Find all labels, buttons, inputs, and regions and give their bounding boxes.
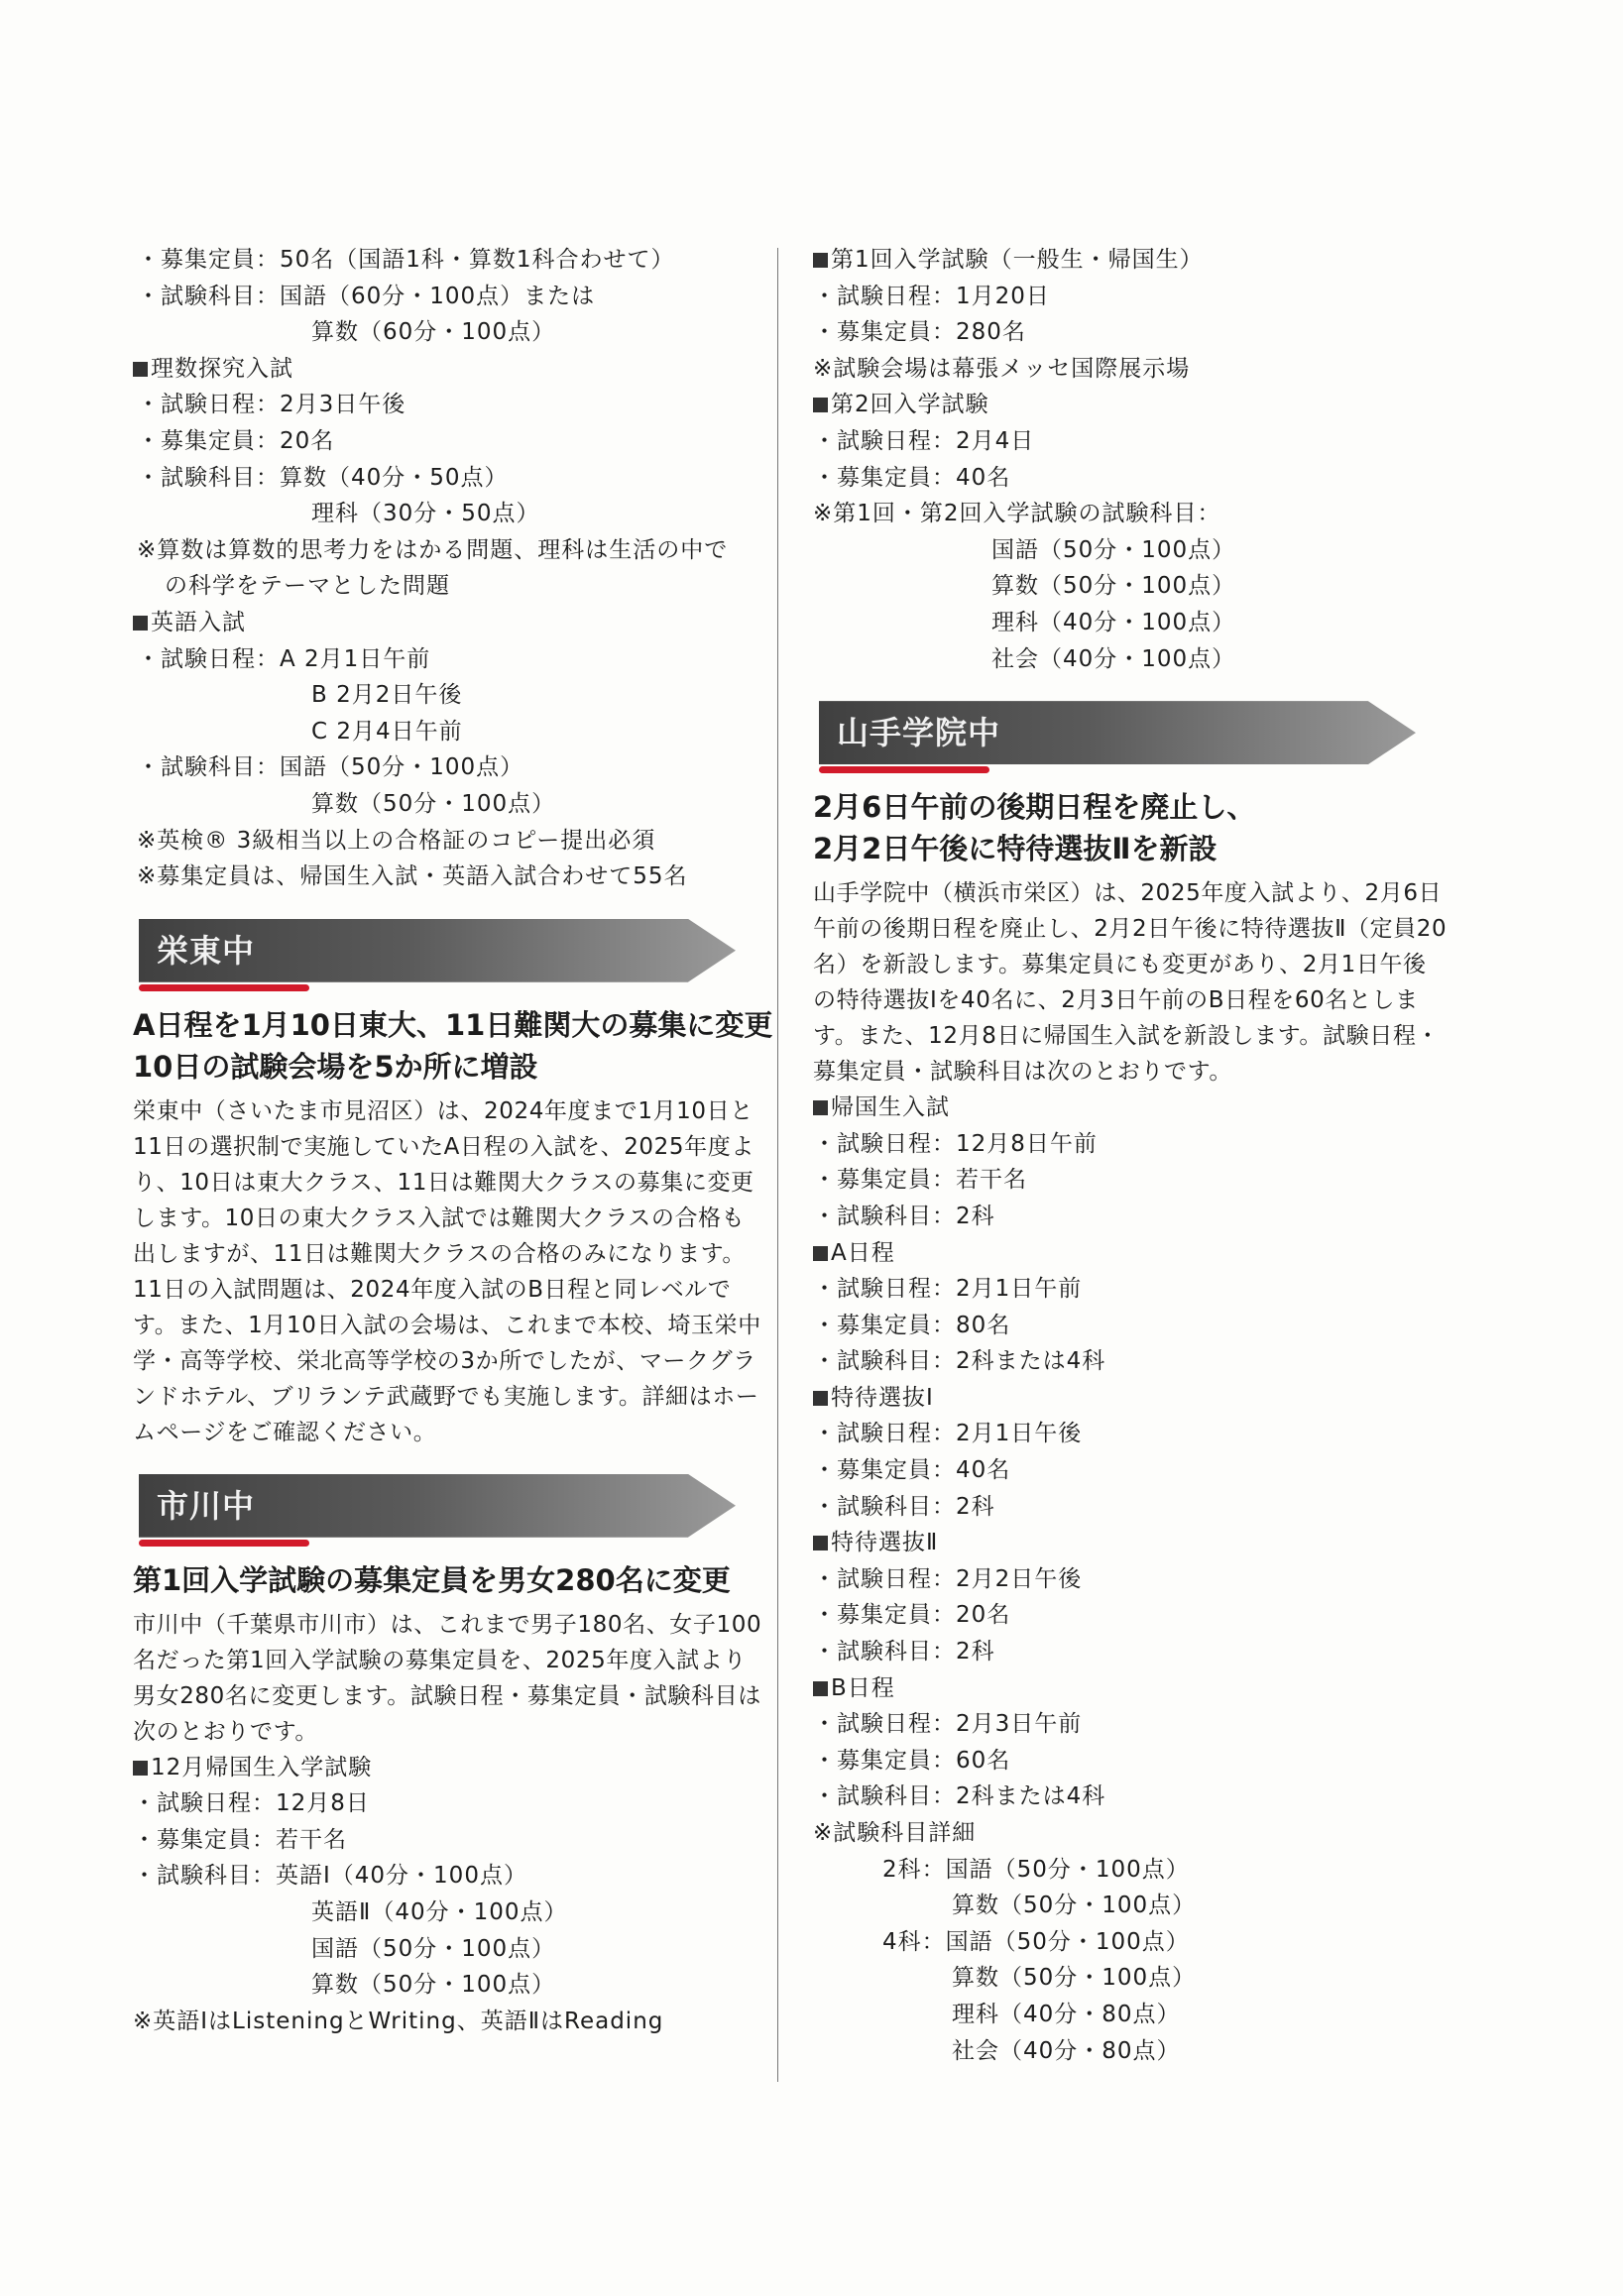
- square-bullet-icon: [813, 1391, 828, 1406]
- info-line: ・募集定員：280名: [813, 319, 1026, 346]
- info-line: ・募集定員：20名: [813, 1602, 1011, 1629]
- banner-underline: [139, 984, 309, 991]
- info-line: ・募集定員：20名: [137, 427, 335, 454]
- info-line: ・募集定員：80名: [813, 1312, 1011, 1338]
- intro-line: ・募集定員：50名（国語1科・算数1科合わせて）: [137, 247, 675, 273]
- section-heading: 帰国生入試: [813, 1090, 1448, 1126]
- subject-line: 算数（50分・100点）: [991, 573, 1236, 600]
- right-column: [813, 242, 1448, 2069]
- article-body: 市川中（千葉県市川市）は、これまで男子180名、女子100名だった第1回入学試験の募集定員を、2025年度入試より男女280名に変更します。試験日程・募集定員・試験科目は次のとおりです。: [133, 1611, 762, 1745]
- info-line: ・試験科目：2科または4科: [813, 1783, 1106, 1810]
- info-line: ・募集定員：60名: [813, 1747, 1011, 1774]
- section-heading: 12月帰国生入学試験: [133, 1750, 767, 1786]
- square-bullet-icon: [813, 1536, 828, 1550]
- info-line: 算数（50分・100点）: [311, 790, 556, 817]
- subject-line: 社会（40分・100点）: [991, 645, 1236, 672]
- article-headline: A日程を1月10日東大、11日難関大の募集に変更 10日の試験会場を5か所に増設: [133, 1007, 773, 1084]
- info-line: ・募集定員：40名: [813, 464, 1011, 491]
- info-line: ・試験科目：2科: [813, 1493, 995, 1520]
- info-line: ・試験科目：英語Ⅰ（40分・100点）: [133, 1863, 527, 1890]
- note-line: ※試験科目詳細: [813, 1820, 977, 1846]
- info-line: ・試験日程：12月8日午前: [813, 1130, 1098, 1157]
- square-bullet-icon: [813, 1681, 828, 1696]
- info-line: ・試験日程：2月2日午後: [813, 1565, 1083, 1592]
- info-line: ・募集定員：40名: [813, 1457, 1011, 1484]
- column-divider: [777, 248, 778, 2082]
- info-line: ・試験日程：1月20日: [813, 283, 1050, 309]
- section-heading: 第2回入学試験: [813, 387, 1448, 423]
- info-line: ・試験日程：2月4日: [813, 427, 1035, 454]
- subject-line: 2科：国語（50分・100点）: [882, 1856, 1190, 1883]
- info-line: ・試験科目：2科または4科: [813, 1348, 1106, 1375]
- info-line: 理科（30分・50点）: [311, 501, 540, 527]
- note-line: ※英検® 3級相当以上の合格証のコピー提出必須: [137, 827, 656, 854]
- info-line: 国語（50分・100点）: [311, 1935, 556, 1962]
- info-line: ・試験日程：A 2月1日午前: [137, 645, 431, 672]
- square-bullet-icon: [813, 398, 828, 412]
- info-line: ・募集定員：若干名: [133, 1826, 347, 1853]
- square-bullet-icon: [813, 1100, 828, 1115]
- section-heading: 第1回入学試験（一般生・帰国生）: [813, 242, 1448, 279]
- section-heading: A日程: [813, 1235, 1448, 1272]
- subject-line: 理科（40分・100点）: [991, 609, 1236, 635]
- info-line: ・試験日程：2月3日午前: [813, 1711, 1083, 1738]
- subject-line: 4科：国語（50分・100点）: [882, 1928, 1190, 1955]
- square-bullet-icon: [133, 362, 148, 377]
- left-column: [133, 242, 773, 2039]
- info-line: ・試験科目：2科: [813, 1639, 995, 1665]
- school-banner-yamate: [813, 695, 1448, 778]
- note-line: ※英語ⅠはListeningとWriting、英語ⅡはReading: [133, 2008, 664, 2034]
- section-heading: 特待選抜Ⅰ: [813, 1380, 1448, 1417]
- info-line: 英語Ⅱ（40分・100点）: [311, 1899, 568, 1926]
- info-line: C 2月4日午前: [311, 718, 463, 745]
- article-body: 山手学院中（横浜市栄区）は、2025年度入試より、2月6日午前の後期日程を廃止し、2月2日午後に特待選抜Ⅱ（定員20名）を新設します。募集定員にも変更があり、2月1日午後の特待選抜Ⅰを40名に、2月3日午前のB日程を60名とします。また、12月8日に帰国生入試を新設します。試験日程・募集定員・試験科目は次のとおりです。: [813, 880, 1448, 1086]
- info-line: ・試験日程：12月8日: [133, 1790, 370, 1817]
- square-bullet-icon: [133, 616, 148, 631]
- section-heading: 特待選抜Ⅱ: [813, 1525, 1448, 1561]
- subject-line: 算数（50分・100点）: [952, 1893, 1197, 1919]
- banner-underline: [819, 766, 989, 773]
- info-line: ・試験日程：2月1日午後: [813, 1421, 1083, 1447]
- article-body: 栄東中（さいたま市見沼区）は、2024年度まで1月10日と11日の選択制で実施していたA日程の入試を、2025年度より、10日は東大クラス、11日は難関大クラスの募集に変更します。10日の東大クラス入試では難関大クラスの合格も出しますが、11日は難関大クラスの合格のみになります。11日の入試問題は、2024年度入試のB日程と同レベルです。また、1月10日入試の会場は、これまで本校、埼玉栄中学・高等学校、栄北高等学校の3か所でしたが、マークグランドホテル、ブリランテ武蔵野でも実施します。詳細はホームページをご確認ください。: [133, 1097, 761, 1445]
- section-heading: B日程: [813, 1670, 1448, 1707]
- school-name: 市川中: [157, 1486, 256, 1525]
- note-line: ※募集定員は、帰国生入試・英語入試合わせて55名: [137, 863, 688, 890]
- note-line: ※算数は算数的思考力をはかる問題、理科は生活の中で: [137, 536, 729, 563]
- info-line: 算数（50分・100点）: [311, 1972, 556, 1999]
- section-heading-eigo: 英語入試: [133, 605, 767, 641]
- info-line: ・試験科目：2科: [813, 1203, 995, 1229]
- article-headline: 2月6日午前の後期日程を廃止し、 2月2日午後に特待選抜Ⅱを新設: [813, 790, 1256, 866]
- info-line: B 2月2日午後: [311, 682, 463, 709]
- intro-line: ・試験科目：国語（60分・100点）または: [137, 283, 596, 309]
- school-name: 山手学院中: [837, 714, 1001, 752]
- article-headline: 第1回入学試験の募集定員を男女280名に変更: [133, 1562, 731, 1597]
- note-line: ※第1回・第2回入学試験の試験科目：: [813, 501, 1221, 527]
- section-heading-rika: 理数探究入試: [133, 351, 767, 388]
- intro-line: 算数（60分・100点）: [311, 319, 556, 346]
- square-bullet-icon: [133, 1761, 148, 1776]
- info-line: ・試験日程：2月3日午後: [137, 392, 406, 418]
- school-name: 栄東中: [157, 931, 256, 970]
- square-bullet-icon: [813, 1246, 828, 1261]
- subject-line: 理科（40分・80点）: [952, 2001, 1181, 2027]
- note-line: の科学をテーマとした問題: [165, 573, 450, 600]
- subject-line: 国語（50分・100点）: [991, 536, 1236, 563]
- info-line: ・試験科目：国語（50分・100点）: [137, 754, 524, 781]
- school-banner-ichikawa: [133, 1468, 767, 1551]
- subject-line: 社会（40分・80点）: [952, 2037, 1181, 2064]
- banner-underline: [139, 1540, 309, 1547]
- info-line: ・試験日程：2月1日午前: [813, 1276, 1083, 1303]
- square-bullet-icon: [813, 253, 828, 268]
- note-line: ※試験会場は幕張メッセ国際展示場: [813, 355, 1191, 382]
- info-line: ・試験科目：算数（40分・50点）: [137, 464, 509, 491]
- school-banner-eito: [133, 913, 767, 996]
- info-line: ・募集定員：若干名: [813, 1167, 1027, 1194]
- subject-line: 算数（50分・100点）: [952, 1965, 1197, 1992]
